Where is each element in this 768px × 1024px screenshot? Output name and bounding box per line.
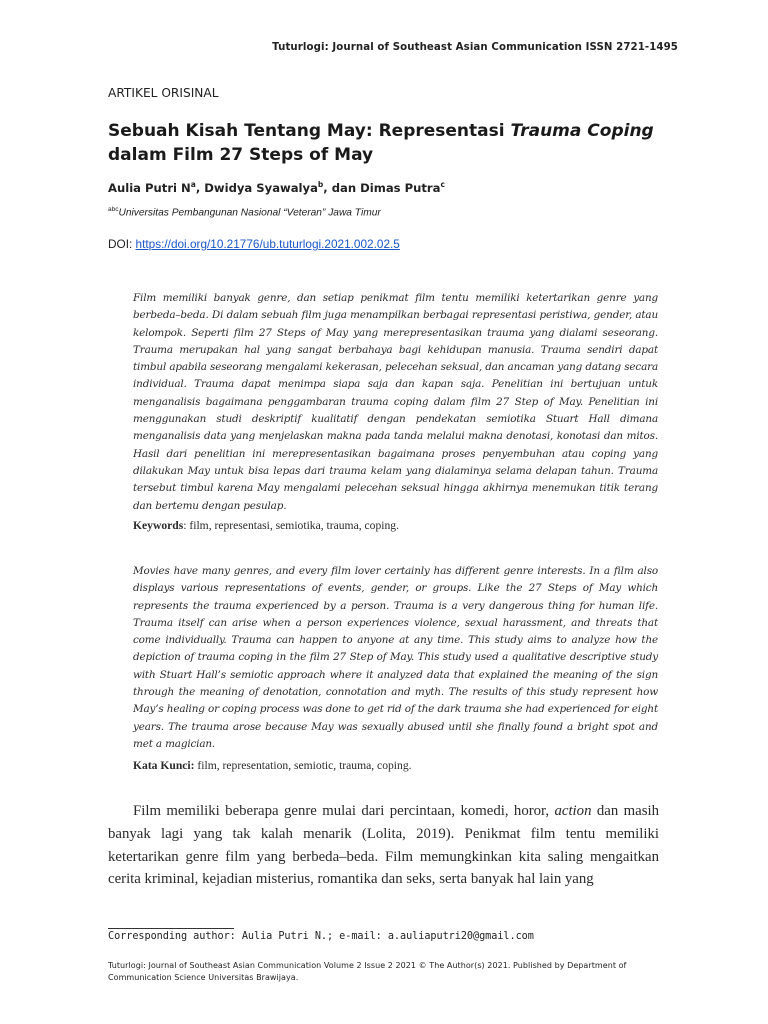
title-part2: dalam Film 27 Steps of May (108, 145, 374, 165)
page-footer: Tuturlogi: Journal of Southeast Asian Communication Volume 2 Issue 2 2021 © The Author(s) 2021. Published by Department of Communication Science Universitas Brawijaya. (108, 961, 627, 982)
doi-label: DOI: (108, 237, 136, 251)
author-1: Aulia Putri N (108, 180, 191, 195)
affiliation-sup: abc (108, 206, 119, 213)
body-text-a: Film memiliki beberapa genre mulai dari percintaan, komedi, horor, (133, 803, 555, 819)
body-text-italic: action (554, 803, 592, 819)
author-sep-2: , dan Dimas Putra (323, 180, 441, 195)
title-italic: Trauma Coping (510, 121, 654, 141)
kata-kunci-label: Kata Kunci: (133, 759, 195, 772)
author-list (108, 180, 445, 195)
kata-kunci-text: film, representation, semiotic, trauma, coping. (194, 759, 412, 772)
author-3-sup: c (440, 180, 445, 189)
abstract-english: Movies have many genres, and every film lover certainly has different genre interests. In a film also displays various representations of events, gender, or groups. Like the 27 Steps of May which represents the trauma experienced by a person. Trauma is a very dangerous thing for human life. Trauma itself can arise when a person experiences violence, sexual harassment, and threats that come individually. Trauma can happen to anyone at any time. This study aims to analyze how the depiction of trauma coping in the film 27 Step of May. This study used a qualitative descriptive study with Stuart Hall’s semiotic approach where it analyzed data that explained the meaning of the sign through the meaning of denotation, connotation and myth. The results of this study represent how May’s healing or coping process was done to get rid of the dark trauma she had experienced for eight years. The trauma arose because May was sexually abused until she finally found a bright spot and met a magician. (133, 565, 658, 750)
abstract-indonesian: Film memiliki banyak genre, dan setiap penikmat film tentu memiliki ketertarikan genre yang berbeda–beda. Di dalam sebuah film juga menampilkan berbagai representasi peristiwa, gender, atau kelompok. Seperti film 27 Steps of May yang merepresentasikan trauma yang dialami seseorang. Trauma merupakan hal yang sangat berbahaya bagi kehidupan manusia. Trauma sendiri dapat timbul apabila seseorang mengalami kekerasan, pelecehan seksual, dan ancaman yang datang secara individual. Trauma dapat menimpa siapa saja dan kapan saja. Penelitian ini bertujuan untuk menganalisis bagaimana penggambaran trauma coping dalam film 27 Step of May. Penelitian ini menggunakan studi deskriptif kualitatif dengan pendekatan semiotika Stuart Hall dimana menganalisis data yang menjelaskan makna pada tanda melalui makna denotasi, konotasi dan mitos. Hasil dari penelitian ini merepresentasikan bagaimana proses penyembuhan atau coping yang dilakukan May untuk bisa lepas dari trauma kelam yang dialaminya selama delapan tahun. Trauma tersebut timbul karena May mengalami pelecehan seksual hingga akhirnya menemukan titik terang dan bertemu dengan pesulap. (133, 292, 658, 512)
doi-line (108, 237, 400, 251)
journal-header: Tuturlogi: Journal of Southeast Asian Communication ISSN 2721-1495 (272, 42, 678, 53)
keywords-label: Keywords (133, 519, 184, 532)
affiliation-text: Universitas Pembangunan Nasional “Veteran” Jawa Timur (118, 207, 381, 219)
doi-link[interactable]: https://doi.org/10.21776/ub.tuturlogi.2021.002.02.5 (135, 237, 400, 251)
author-2-sup: b (317, 180, 324, 189)
corresponding-author-footnote: Corresponding author: Aulia Putri N.; e-mail: a.auliaputri20@gmail.com (108, 931, 534, 942)
keywords-text: : film, representasi, semiotika, trauma, coping. (183, 519, 399, 532)
author-1-sup: a (190, 180, 196, 189)
title-part1: Sebuah Kisah Tentang May: Representasi (108, 121, 511, 141)
footnote-divider (108, 928, 234, 929)
author-sep-1: , Dwidya Syawalya (195, 180, 318, 195)
keywords-english (133, 759, 658, 772)
body-paragraph (108, 800, 659, 891)
affiliation (108, 206, 381, 218)
article-type-label: ARTIKEL ORISINAL (108, 86, 219, 100)
article-title (108, 119, 668, 167)
keywords-indonesian (133, 519, 658, 532)
body-text-b: dan masih banyak lagi yang tak kalah menarik (Lolita, 2019). Penikmat film tentu memiliki ketertarikan genre film yang berbeda–beda. Film memungkinkan kita saling mengaitkan cerita kriminal, kejadian misterius, romantika dan seks, serta banyak hal lain yang (108, 803, 659, 888)
